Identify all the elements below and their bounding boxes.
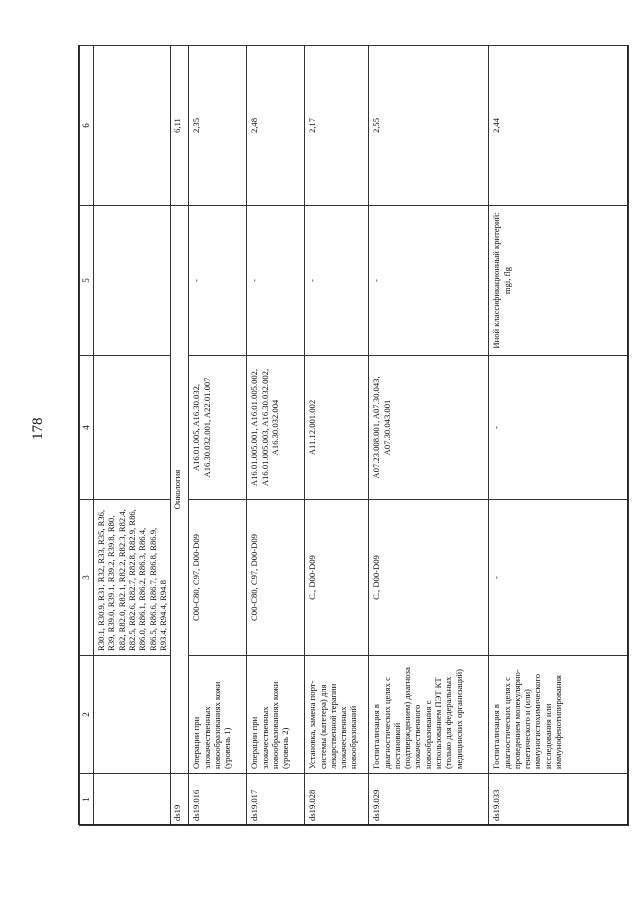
continuation-codes: R30.1, R30.9, R31, R32, R33, R35, R36, R39, R39.0, R39.1, R39.2, R39.8, R80, R82, R82.0, R82.1, R82.2, R82.3, R82.4, R82.5, R82.6, R82.7, R82.8, R82.9, R86, R86.0, R86.1, R86.2, R86.3, R86.4, R86.5, R86.6, R86.7, R86.8, R86.9, R93.4, R94.4, R94.8 — [94, 500, 171, 656]
group-name: Онкология — [171, 206, 189, 774]
table-row — [369, 46, 489, 826]
row-coefficient: 2,48 — [247, 46, 305, 206]
row-diagnoses: C00-C80, C97, D00-D09 — [189, 500, 247, 656]
column-header: 2 — [80, 656, 94, 774]
row-coefficient: 2,35 — [189, 46, 247, 206]
row-code: ds19.033 — [489, 774, 629, 826]
row-criteria: - — [247, 206, 305, 356]
group-row — [171, 46, 189, 826]
column-header: 6 — [80, 46, 94, 206]
page-number: 178 — [30, 417, 46, 440]
column-header: 3 — [80, 500, 94, 656]
row-coefficient: 2,17 — [305, 46, 369, 206]
row-diagnoses: - — [489, 500, 629, 656]
group-code: ds19 — [171, 774, 189, 826]
row-diagnoses: C., D00-D09 — [369, 500, 489, 656]
column-header: 1 — [80, 774, 94, 826]
column-header-row — [80, 46, 94, 826]
rotated-table-sheet — [78, 45, 628, 825]
table-row — [489, 46, 629, 826]
row-coefficient: 2,55 — [369, 46, 489, 206]
table-row — [247, 46, 305, 826]
row-name: Госпитализация в диагностических целях с постановкой (подтверждением) диагноза злокачественного новообразования с использованием ПЭТ КТ (только для федеральных медицинских организаций) — [369, 656, 489, 774]
row-diagnoses: C., D00-D09 — [305, 500, 369, 656]
row-criteria: - — [369, 206, 489, 356]
row-code: ds19.029 — [369, 774, 489, 826]
continuation-row — [94, 46, 171, 826]
row-name: Операции при злокачественных новообразованиях кожи (уровень 1) — [189, 656, 247, 774]
row-code: ds19.017 — [247, 774, 305, 826]
row-diagnoses: C00-C80, C97, D00-D09 — [247, 500, 305, 656]
row-services: A16.01.005.001, A16.01.005.002, A16.01.005.003, A16.30.032.002, A16.30.032.004 — [247, 356, 305, 500]
row-services: - — [489, 356, 629, 500]
row-name: Операции при злокачественных новообразованиях кожи (уровень 2) — [247, 656, 305, 774]
table-row — [305, 46, 369, 826]
rotated-table-frame — [79, 46, 629, 826]
tariff-table — [79, 45, 629, 826]
row-services: A07.23.008.001, A07.30.043, A07.30.043.001 — [369, 356, 489, 500]
table-row — [189, 46, 247, 826]
row-code: ds19.016 — [189, 774, 247, 826]
row-name: Установка, замена порт-системы (катетера) для лекарственной терапии злокачественных новообразований — [305, 656, 369, 774]
row-code: ds19.028 — [305, 774, 369, 826]
row-coefficient: 2,44 — [489, 46, 629, 206]
row-services: A11.12.001.002 — [305, 356, 369, 500]
column-header: 4 — [80, 356, 94, 500]
group-coefficient: 6,11 — [171, 46, 189, 206]
row-name: Госпитализация в диагностических целях с проведением молекулярно-генетического и (или) иммуногистохимического исследования или иммунофенотипирования — [489, 656, 629, 774]
row-criteria: - — [189, 206, 247, 356]
row-criteria: - — [305, 206, 369, 356]
row-services: A16.01.005, A16.30.032, A16.30.032.001, A22.01.007 — [189, 356, 247, 500]
row-criteria: Иной классификационный критерий: mgi, flg — [489, 206, 629, 356]
column-header: 5 — [80, 206, 94, 356]
